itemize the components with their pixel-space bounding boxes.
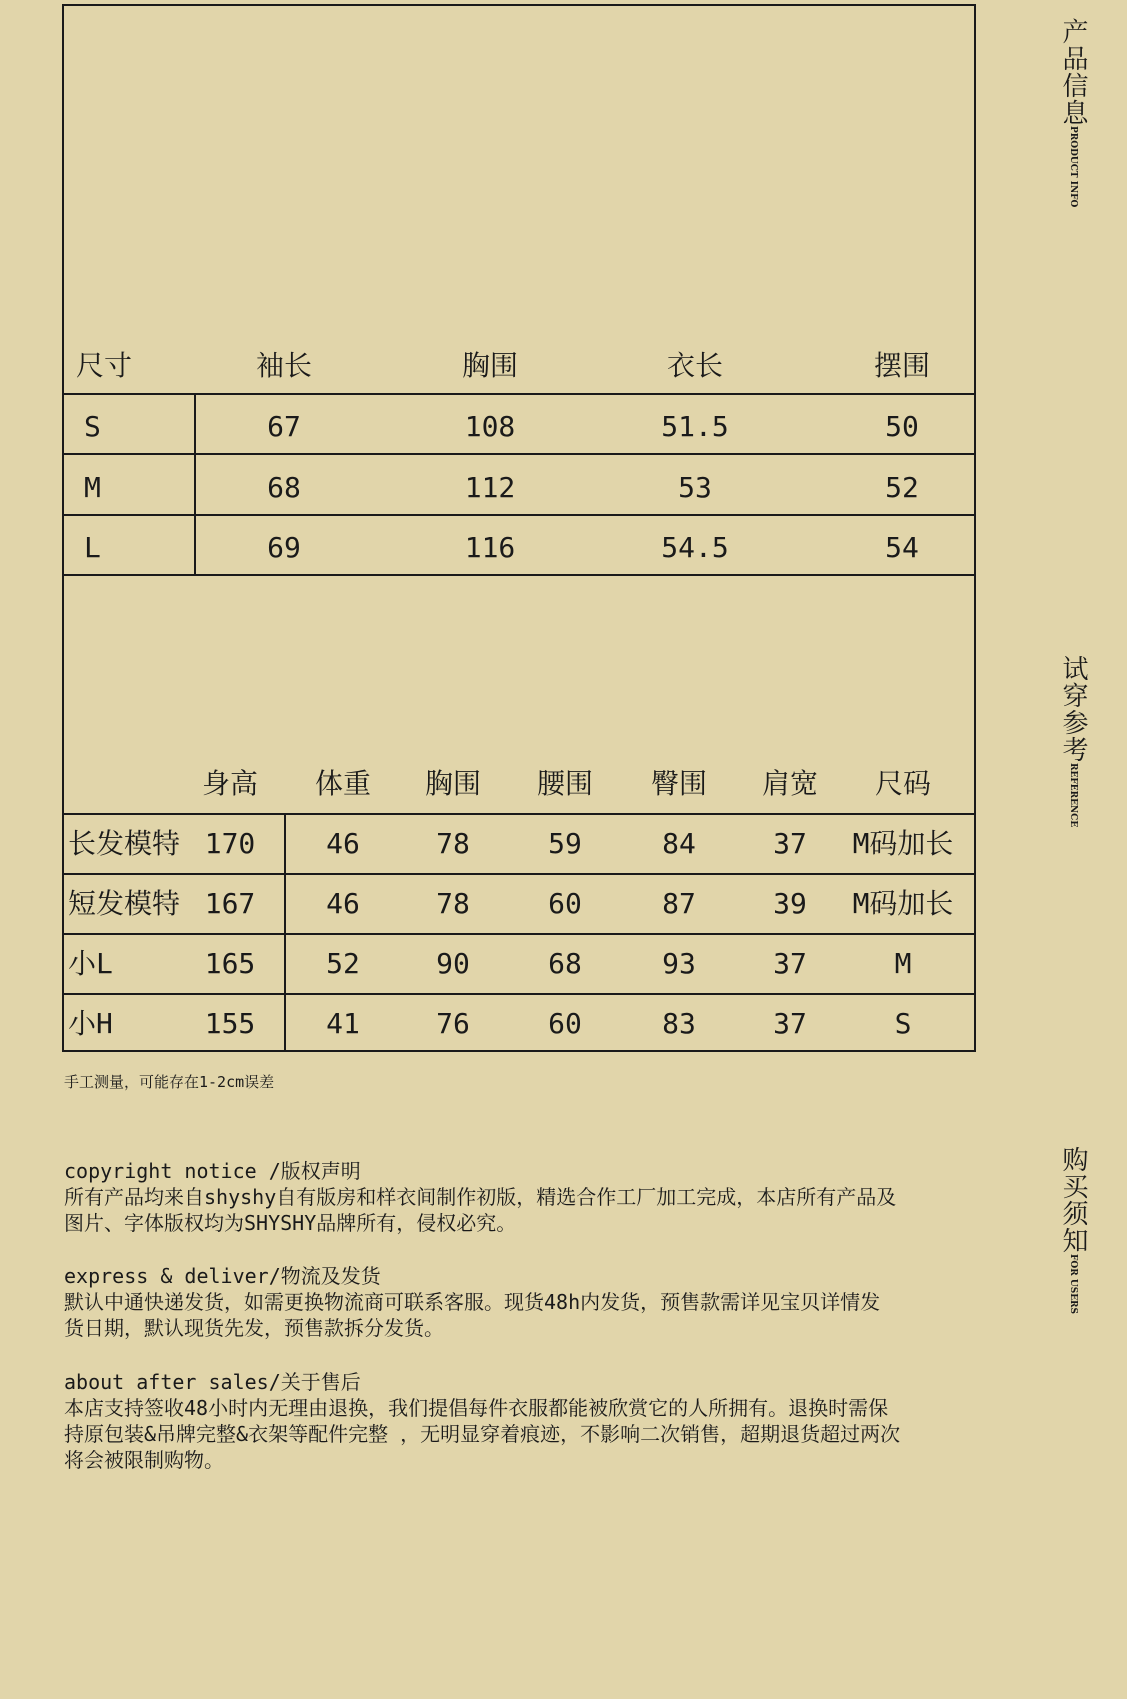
side-label-for-users xyxy=(1055,1146,1092,1314)
size-row-m-size: M xyxy=(84,471,101,504)
model-row-2-name: 短发模特 xyxy=(68,887,181,920)
model-header-size: 尺码 xyxy=(874,767,932,800)
size-row-m-sleeve: 68 xyxy=(267,471,301,504)
model-header-shoulder: 肩宽 xyxy=(761,767,819,800)
model-row-1-hip: 84 xyxy=(662,827,696,860)
size-header-length: 衣长 xyxy=(666,349,724,382)
model-row-3-name: 小L xyxy=(68,947,113,980)
size-header-sleeve: 袖长 xyxy=(255,349,313,382)
size-row-s-hem: 50 xyxy=(885,410,919,443)
side-label-reference xyxy=(1055,655,1092,827)
size-header-chest: 胸围 xyxy=(461,349,519,382)
model-row-2-height: 167 xyxy=(204,887,256,920)
spec-frame xyxy=(62,4,976,1052)
model-row-4-waist: 60 xyxy=(548,1007,582,1040)
size-header-hem: 摆围 xyxy=(873,349,931,382)
size-row-m-length: 53 xyxy=(678,471,712,504)
size-row-m-hem: 52 xyxy=(885,471,919,504)
side-label-en: PRODUCT INFO xyxy=(1068,126,1078,208)
model-table-rule xyxy=(62,873,976,875)
model-row-3-weight: 52 xyxy=(326,947,360,980)
model-row-1-name: 长发模特 xyxy=(68,827,181,860)
section-title: copyright notice /版权声明 xyxy=(64,1159,361,1183)
model-table-divider xyxy=(284,814,286,1052)
side-label-zh: 购买须知 xyxy=(1058,1146,1088,1254)
size-header-size: 尺寸 xyxy=(76,349,133,382)
copyright-section xyxy=(64,1158,984,1236)
side-label-zh: 试穿参考 xyxy=(1058,655,1088,763)
size-row-m-chest: 112 xyxy=(464,471,516,504)
model-header-weight: 体重 xyxy=(314,767,372,800)
model-table-rule xyxy=(62,993,976,995)
model-row-4-weight: 41 xyxy=(326,1007,360,1040)
model-row-1-chest: 78 xyxy=(436,827,470,860)
model-row-3-waist: 68 xyxy=(548,947,582,980)
model-row-3-chest: 90 xyxy=(436,947,470,980)
model-row-1-waist: 59 xyxy=(548,827,582,860)
model-row-2-chest: 78 xyxy=(436,887,470,920)
model-header-height: 身高 xyxy=(201,767,259,800)
express-section xyxy=(64,1263,984,1341)
size-row-s-length: 51.5 xyxy=(661,410,729,443)
model-row-4-hip: 83 xyxy=(662,1007,696,1040)
model-row-2-waist: 60 xyxy=(548,887,582,920)
model-row-4-size: S xyxy=(894,1007,912,1040)
size-row-l-size: L xyxy=(84,531,101,564)
size-row-l-sleeve: 69 xyxy=(267,531,301,564)
model-header-hip: 臀围 xyxy=(650,767,708,800)
model-row-2-weight: 46 xyxy=(326,887,360,920)
model-table-rule xyxy=(62,933,976,935)
model-row-1-size: M码加长 xyxy=(852,827,954,860)
model-table-rule xyxy=(62,813,976,815)
model-row-3-shoulder: 37 xyxy=(773,947,807,980)
model-row-2-size: M码加长 xyxy=(852,887,954,920)
size-row-s-sleeve: 67 xyxy=(267,410,301,443)
section-line: 所有产品均来自shyshy自有版房和样衣间制作初版，精选合作工厂加工完成，本店所有产品及 xyxy=(64,1185,897,1209)
model-header-chest: 胸围 xyxy=(424,767,482,800)
size-row-s-chest: 108 xyxy=(464,410,516,443)
size-row-l-length: 54.5 xyxy=(661,531,729,564)
size-table-rule xyxy=(62,453,976,455)
model-header-waist: 腰围 xyxy=(536,767,594,800)
side-label-product-info xyxy=(1055,18,1092,207)
model-row-1-weight: 46 xyxy=(326,827,360,860)
size-row-s-size: S xyxy=(84,410,101,443)
model-row-2-hip: 87 xyxy=(662,887,696,920)
model-row-4-height: 155 xyxy=(204,1007,256,1040)
measurement-note: 手工测量，可能存在1-2cm误差 xyxy=(64,1073,275,1091)
model-row-1-shoulder: 37 xyxy=(773,827,807,860)
side-label-zh: 产品信息 xyxy=(1058,18,1088,126)
side-label-en: REFERENCE xyxy=(1068,763,1078,828)
section-line: 将会被限制购物。 xyxy=(64,1448,224,1472)
model-row-4-chest: 76 xyxy=(436,1007,470,1040)
after-sales-section xyxy=(64,1369,984,1473)
section-title: about after sales/关于售后 xyxy=(64,1370,361,1394)
model-row-1-height: 170 xyxy=(204,827,256,860)
side-label-en: FOR USERS xyxy=(1068,1254,1078,1315)
section-line: 货日期，默认现货先发，预售款拆分发货。 xyxy=(64,1316,444,1340)
section-line: 默认中通快递发货，如需更换物流商可联系客服。现货48h内发货，预售款需详见宝贝详情发 xyxy=(64,1290,881,1314)
model-row-3-size: M xyxy=(894,947,912,980)
size-table-rule xyxy=(62,393,976,395)
model-row-2-shoulder: 39 xyxy=(773,887,807,920)
section-line: 持原包装&吊牌完整&衣架等配件完整 ，无明显穿着痕迹，不影响二次销售，超期退货超过两次 xyxy=(64,1422,901,1446)
section-line: 图片、字体版权均为SHYSHY品牌所有，侵权必究。 xyxy=(64,1211,517,1235)
section-title: express & deliver/物流及发货 xyxy=(64,1264,381,1288)
model-row-3-hip: 93 xyxy=(662,947,696,980)
size-row-l-hem: 54 xyxy=(885,531,919,564)
size-table-divider xyxy=(194,394,196,574)
size-table-rule xyxy=(62,574,976,576)
model-row-4-shoulder: 37 xyxy=(773,1007,807,1040)
model-row-4-name: 小H xyxy=(68,1007,113,1040)
size-table-rule xyxy=(62,514,976,516)
section-line: 本店支持签收48小时内无理由退换，我们提倡每件衣服都能被欣赏它的人所拥有。退换时需保 xyxy=(64,1396,889,1420)
model-row-3-height: 165 xyxy=(204,947,256,980)
size-row-l-chest: 116 xyxy=(464,531,516,564)
